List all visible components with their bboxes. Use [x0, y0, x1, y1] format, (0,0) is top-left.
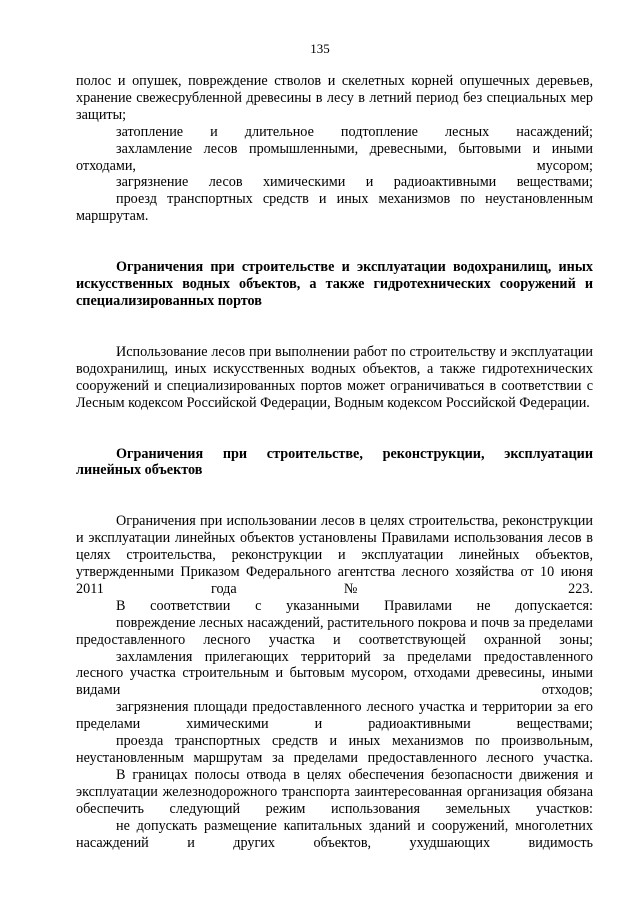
paragraph: загрязнение лесов химическими и радиоактивными веществами; [116, 174, 593, 191]
paragraph: проезд транспортных средств и иных механизмов по неустановленным маршрутам. [76, 191, 593, 225]
paragraph: проезда транспортных средств и иных механизмов по произвольным, неустановленным маршрутам за пределами предоставленного лесного участка. [76, 733, 593, 766]
paragraph: Ограничения при использовании лесов в целях строительства, реконструкции и эксплуатации линейных объектов установлены Правилами использования лесов в целях строительства, реконструкции и эксплуатации линейных объектов, утвержденными Приказом Федерального агентства лесного хозяйства от 10 июня 2011 года № 223. [76, 513, 593, 597]
section-heading: Ограничения при строительстве и эксплуатации водохранилищ, иных искусственных водных объектов, а также гидротехнических сооружений и специализированных портов [76, 259, 593, 309]
paragraph: захламление лесов промышленными, древесными, бытовыми и иными отходами, мусором; [76, 140, 593, 174]
paragraph: В границах полосы отвода в целях обеспечения безопасности движения и эксплуатации железнодорожного транспорта заинтересованная организация обязана обеспечить следующий режим использования земельных участков: [76, 766, 593, 817]
paragraph: Использование лесов при выполнении работ по строительству и эксплуатации водохранилищ, иных искусственных водных объектов, а также гидротехнических сооружений и специализированных портов может ограничиваться в соответствии с Лесным кодексом Российской Федерации, Водным кодексом Российской Федерации. [76, 343, 593, 411]
paragraph: повреждение лесных насаждений, растительного покрова и почв за пределами предоставленного лесного участка и соответствующей охранной зоны; [76, 614, 593, 648]
document-body [76, 73, 593, 851]
page-number: 135 [310, 41, 330, 56]
paragraph: затопление и длительное подтопление лесных насаждений; [116, 123, 593, 140]
paragraph: полос и опушек, повреждение стволов и скелетных корней опушечных деревьев, хранение свежесрубленной древесины в лесу в летний период без специальных мер защиты; [76, 73, 593, 123]
paragraph: не допускать размещение капитальных зданий и сооружений, многолетних насаждений и других объектов, ухудшающих видимость [76, 817, 593, 851]
section-heading: Ограничения при строительстве, реконструкции, эксплуатации линейных объектов [76, 445, 593, 479]
paragraph: захламления прилегающих территорий за пределами предоставленного лесного участка строительным и бытовым мусором, отходами древесины, иными видами отходов; [76, 648, 593, 699]
paragraph: В соответствии с указанными Правилами не допускается: [116, 597, 593, 614]
paragraph: загрязнения площади предоставленного лесного участка и территории за его пределами химическими и радиоактивными веществами; [76, 699, 593, 733]
